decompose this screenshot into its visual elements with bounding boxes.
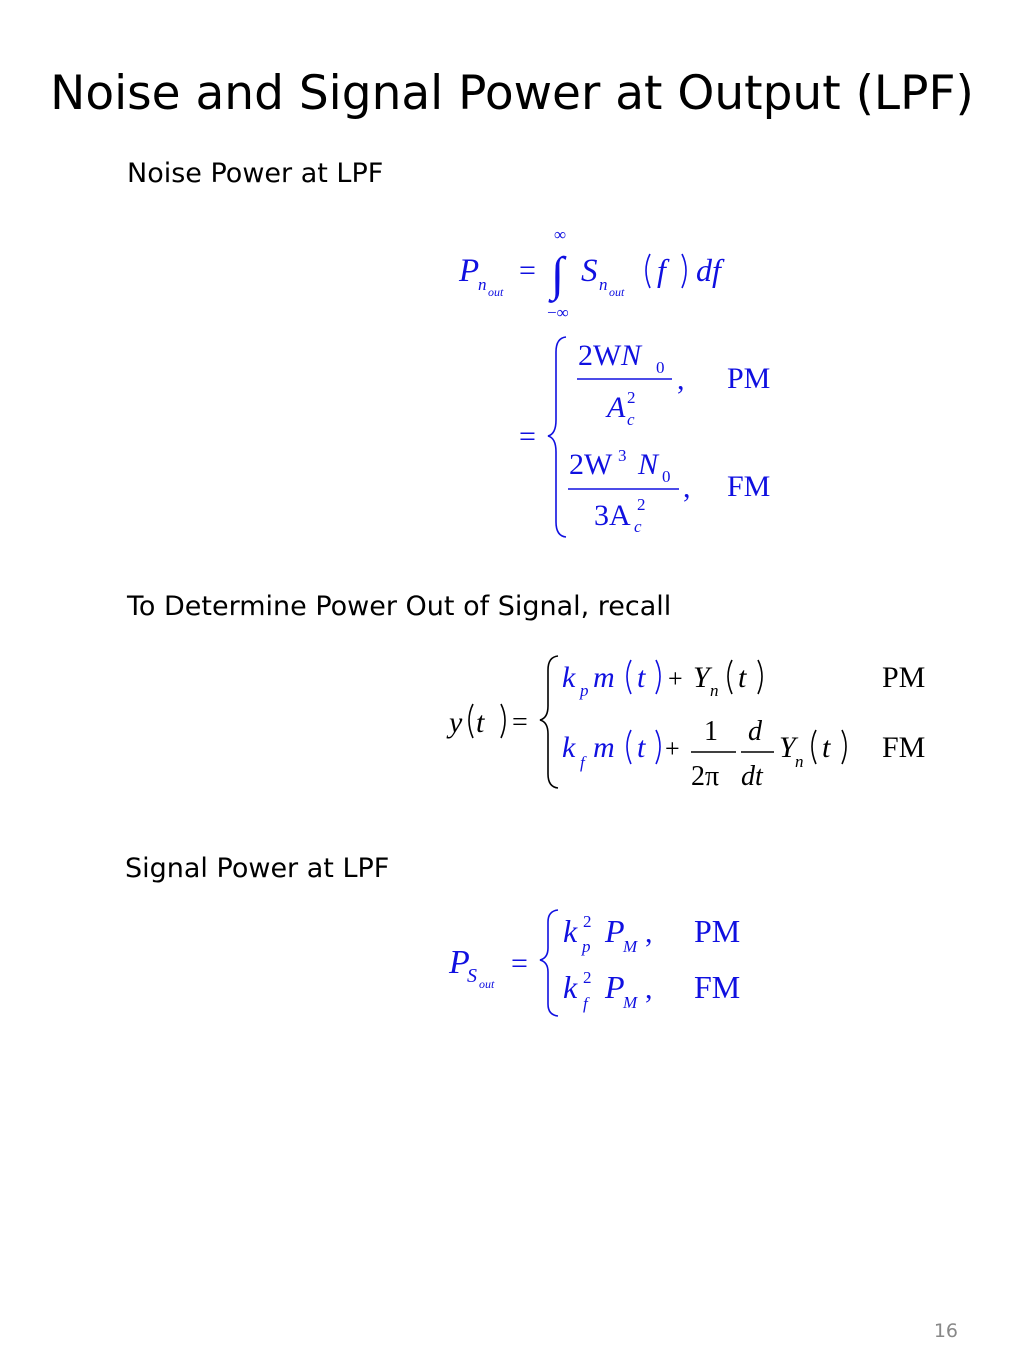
fm-derivative-dt: dt (741, 761, 763, 792)
slide-number: 16 (933, 1320, 958, 1342)
noise-S-symbol: S (581, 253, 598, 289)
fm-numerator-W-cube: 3 (618, 446, 627, 465)
signal-power-heading: Signal Power at LPF (125, 853, 390, 884)
signal-P-sub-S: S (467, 965, 477, 987)
pm-m: m (593, 661, 615, 694)
signal-fm-P: P (605, 969, 625, 1005)
fm-denominator-A-sup: 2 (637, 495, 646, 514)
signal-fm-comma: , (645, 972, 653, 1005)
fm-denominator-A-sub: c (634, 517, 642, 536)
fm-numerator-N: N (638, 448, 659, 481)
fm-comma: , (683, 471, 691, 504)
fm-m-argument-t: t (637, 731, 646, 764)
signal-pm-P: P (605, 913, 625, 949)
signal-pm-P-sub-M: M (623, 937, 638, 956)
signal-pm-k: k (563, 913, 578, 949)
signal-pm-comma: , (645, 916, 653, 949)
noise-pm-label: PM (727, 362, 771, 395)
signal-P-sub-out: out (479, 977, 495, 991)
pm-comma: , (677, 363, 685, 396)
signal-pm-label: PM (694, 913, 741, 949)
fm-k: k (562, 731, 576, 764)
fm-plus: + (665, 734, 680, 763)
pm-denominator-A: A (607, 391, 626, 424)
pm-m-argument-t: t (637, 661, 646, 694)
integral-lower-limit: −∞ (547, 303, 569, 322)
fm-numerator-2W: 2W (569, 448, 613, 481)
noise-P-symbol: P (459, 253, 480, 289)
signal-fm-k-sup: 2 (583, 968, 592, 987)
fm-denominator-3A: 3A (594, 499, 631, 532)
fm-Y-sub-n: n (795, 752, 804, 771)
signal-fm-label: FM (694, 969, 741, 1005)
pm-plus: + (668, 664, 683, 693)
signal-fm-k: k (563, 969, 578, 1005)
y-fm-label: FM (882, 731, 926, 764)
fm-k-sub-f: f (580, 753, 585, 772)
slide-title: Noise and Signal Power at Output (LPF) (50, 66, 974, 121)
y-equals: = (512, 707, 528, 738)
signal-pm-k-sup: 2 (583, 912, 592, 931)
y-symbol: y (449, 706, 463, 739)
signal-left-brace (540, 910, 558, 1016)
signal-P-symbol: P (449, 944, 470, 981)
pm-Y-argument-t: t (738, 661, 747, 694)
pm-denominator-A-sub: c (627, 410, 635, 429)
noise-fm-label: FM (727, 470, 771, 503)
noise-equals-1: = (519, 254, 536, 287)
noise-equals-2: = (519, 420, 536, 453)
fm-Y: Y (779, 731, 796, 764)
noise-f-variable: f (657, 252, 666, 288)
pm-Y: Y (693, 661, 710, 694)
signal-equals: = (511, 947, 528, 980)
fm-fraction-two-pi: 2π (691, 761, 720, 792)
fm-m: m (593, 731, 615, 764)
noise-P-sub-out: out (488, 285, 504, 299)
y-argument-t: t (476, 706, 485, 739)
fm-derivative-d: d (748, 716, 762, 747)
integral-upper-limit: ∞ (554, 225, 567, 244)
noise-S-sub-out: out (609, 285, 625, 299)
pm-numerator-N-sub: 0 (656, 358, 665, 377)
noise-S-sub-n: n (599, 275, 608, 294)
pm-denominator-A-sup: 2 (627, 388, 636, 407)
y-pm-label: PM (882, 661, 926, 694)
determine-power-heading: To Determine Power Out of Signal, recall (127, 591, 672, 622)
fm-Y-argument-t: t (822, 731, 831, 764)
signal-fm-k-sub-f: f (583, 994, 588, 1013)
signal-fm-P-sub-M: M (623, 993, 638, 1012)
pm-k: k (562, 661, 576, 694)
fm-fraction-one: 1 (704, 716, 718, 747)
fm-numerator-N-sub: 0 (662, 467, 671, 486)
noise-P-sub-n: n (478, 275, 487, 294)
signal-pm-k-sub-p: p (582, 937, 591, 956)
pm-Y-sub-n: n (710, 681, 719, 700)
pm-numerator-N: N (621, 339, 642, 372)
noise-power-heading: Noise Power at LPF (127, 158, 384, 189)
noise-df: df (696, 252, 721, 288)
pm-k-sub-p: p (580, 681, 589, 700)
integral-sign: ∫ (551, 248, 565, 301)
pm-numerator-2W: 2W (578, 339, 622, 372)
